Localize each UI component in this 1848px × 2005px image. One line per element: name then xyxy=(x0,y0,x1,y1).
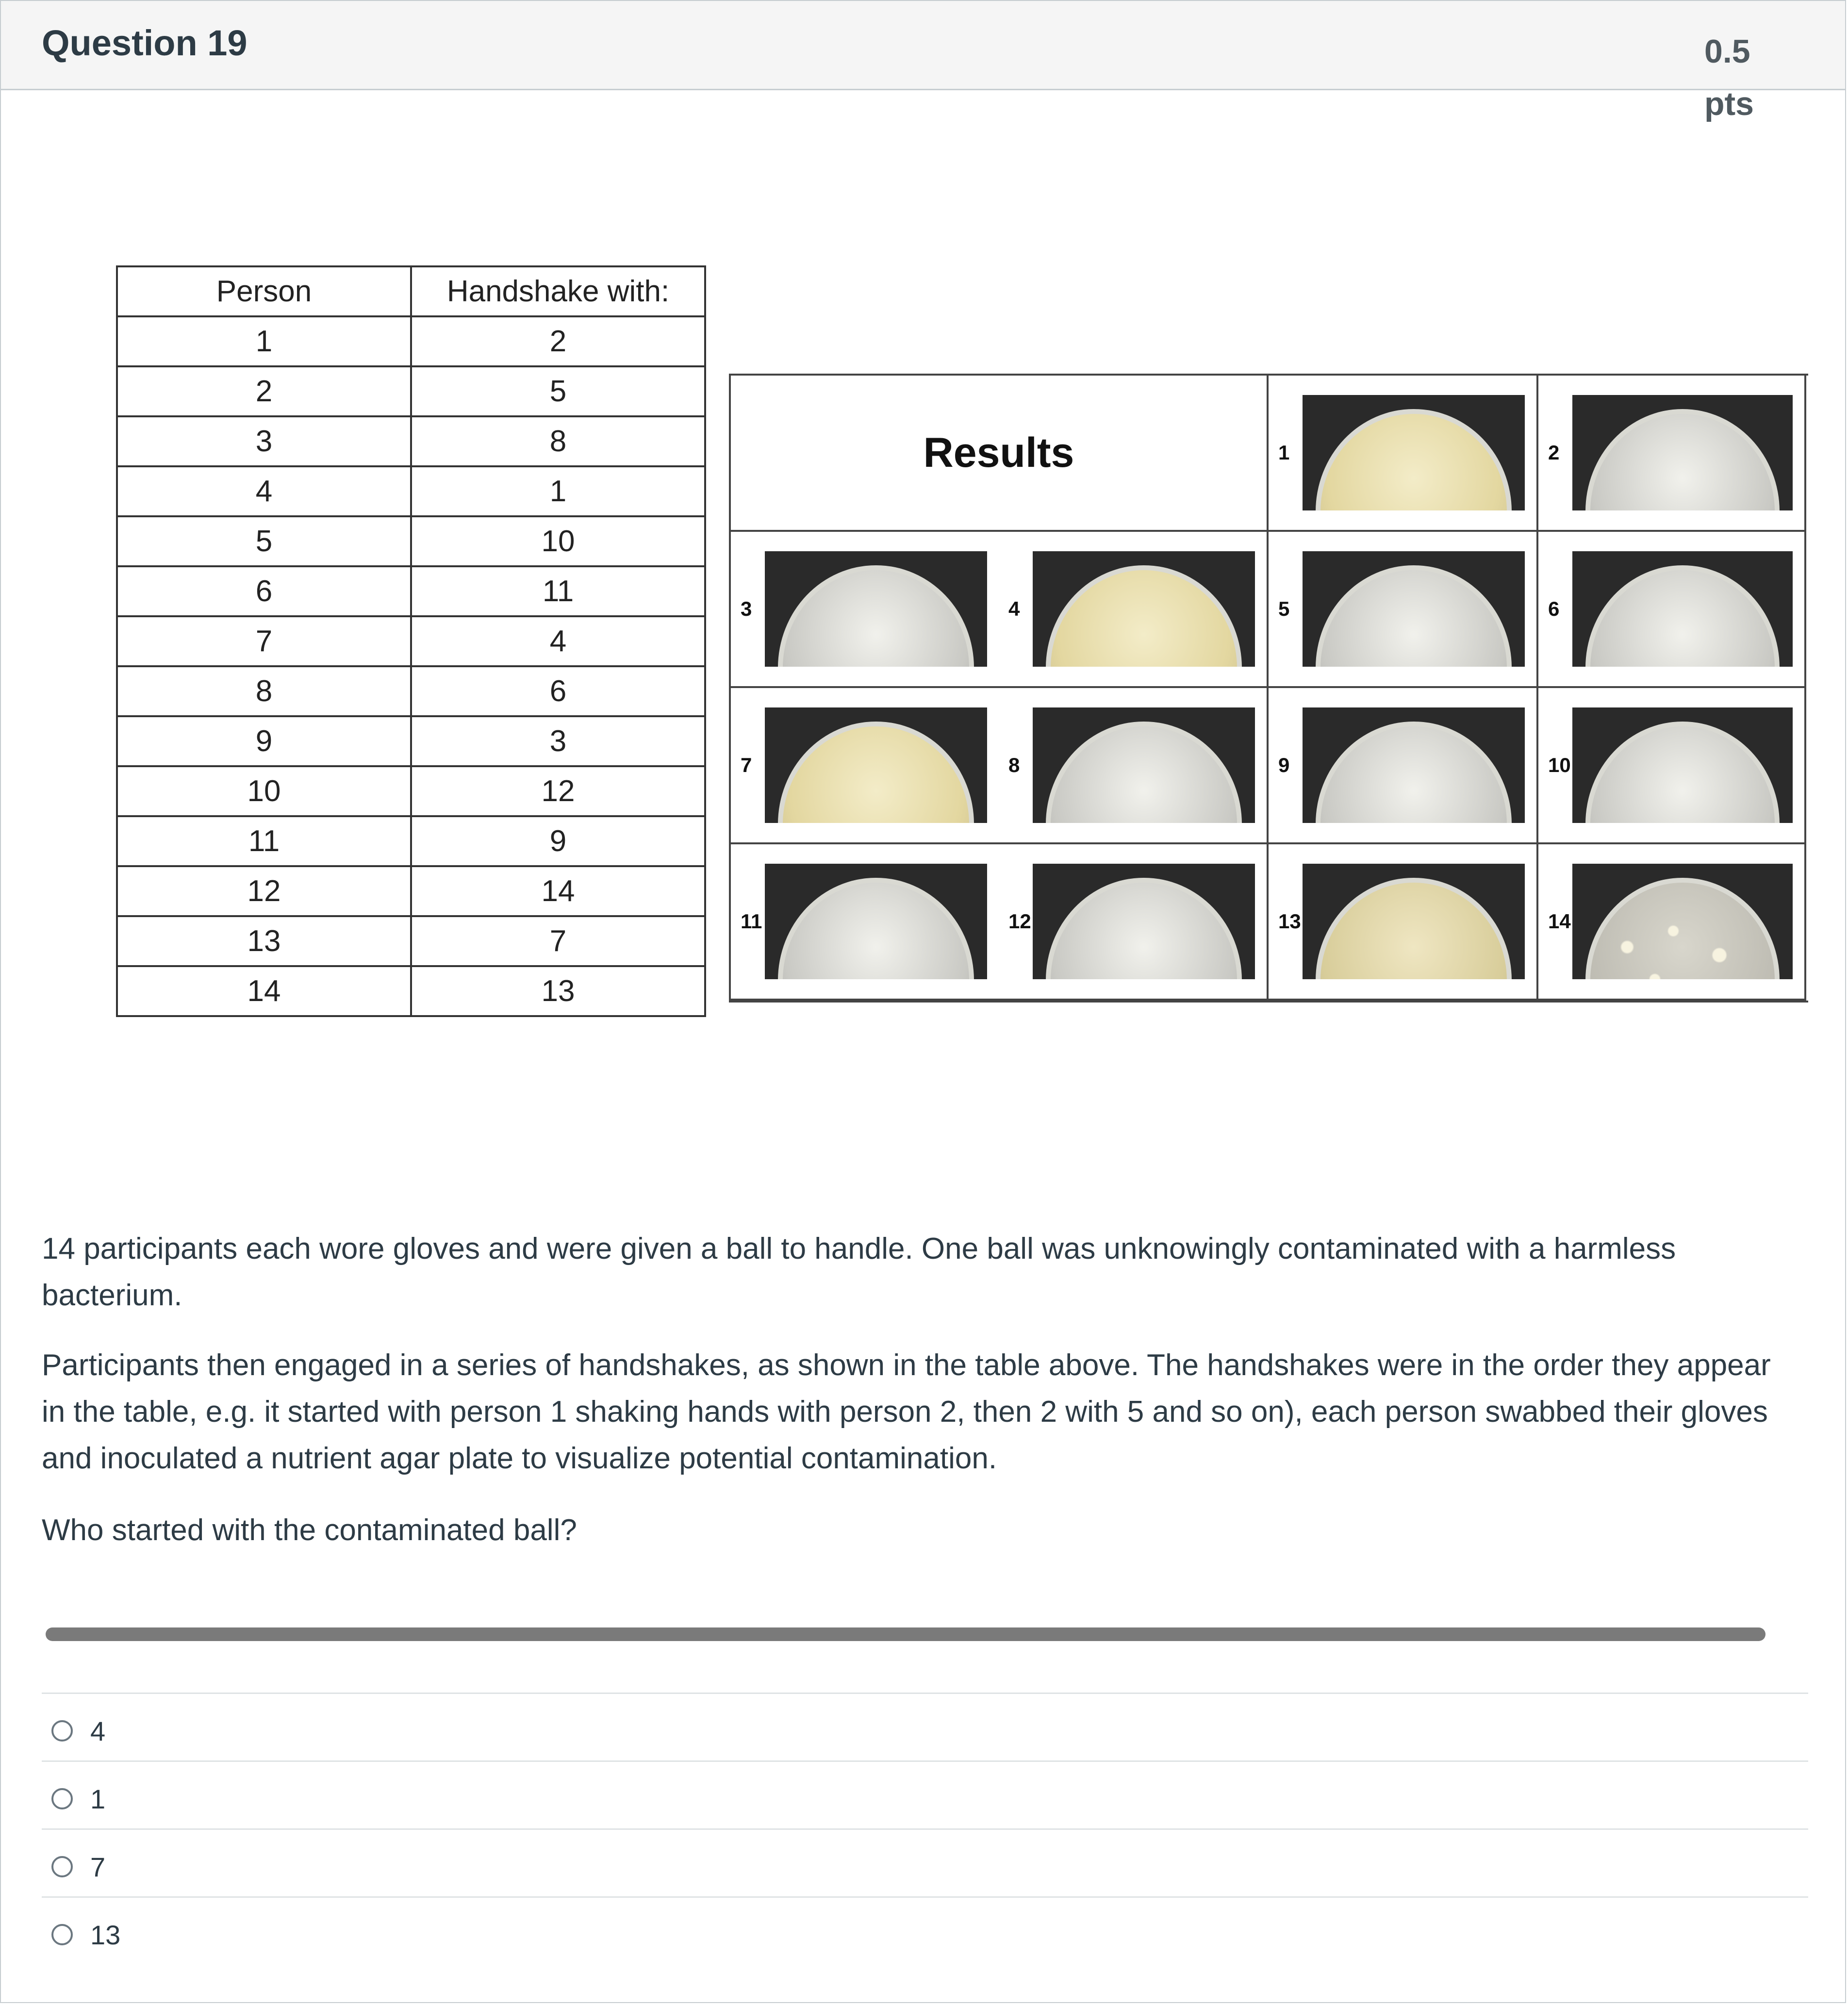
answer-option[interactable] xyxy=(42,1693,1808,1760)
person-cell: 9 xyxy=(117,716,411,766)
plate-cell xyxy=(1269,844,1538,1001)
table-row xyxy=(117,466,705,516)
plate-cell xyxy=(1538,688,1806,844)
person-cell: 8 xyxy=(117,666,411,716)
person-cell: 1 xyxy=(117,316,411,366)
answer-label[interactable]: 13 xyxy=(90,1920,121,1950)
person-cell: 4 xyxy=(117,466,411,516)
answer-list xyxy=(42,1693,1808,1964)
plate-cell xyxy=(999,688,1269,844)
agar-plate-image xyxy=(1033,707,1255,823)
table-row xyxy=(117,416,705,466)
question-paragraph-1: 14 participants each wore gloves and were given a ball to handle. One ball was unknowingly contaminated with a harmless bacterium. xyxy=(42,1232,1676,1312)
radio-button[interactable] xyxy=(51,1788,73,1809)
handshake-cell: 8 xyxy=(411,416,705,466)
points-value: 0.5 xyxy=(1704,33,1750,70)
handshake-cell: 6 xyxy=(411,666,705,716)
plate-cell xyxy=(1269,532,1538,688)
column-header-handshake: Handshake with: xyxy=(411,266,705,316)
plate-label: 9 xyxy=(1278,754,1290,776)
plate-cell xyxy=(1538,844,1806,1001)
petri-dish-icon xyxy=(1585,409,1780,510)
plate-cell xyxy=(731,688,1001,844)
person-cell: 5 xyxy=(117,516,411,566)
question-prompt: Who started with the contaminated ball? xyxy=(42,1513,577,1547)
agar-plate-image xyxy=(1303,395,1525,510)
person-cell: 14 xyxy=(117,966,411,1016)
plate-label: 13 xyxy=(1278,910,1301,933)
person-cell: 10 xyxy=(117,766,411,816)
petri-dish-icon xyxy=(1585,722,1780,823)
handshake-cell: 10 xyxy=(411,516,705,566)
answer-label[interactable]: 7 xyxy=(90,1852,106,1882)
plate-cell xyxy=(999,532,1269,688)
petri-dish-icon xyxy=(1046,565,1241,667)
plate-label: 4 xyxy=(1008,597,1020,620)
agar-plate-image xyxy=(1303,551,1525,667)
plate-label: 1 xyxy=(1278,441,1290,464)
person-cell: 3 xyxy=(117,416,411,466)
question-points xyxy=(1704,25,1782,130)
results-title-cell xyxy=(731,376,1269,532)
table-row xyxy=(117,616,705,666)
answer-option[interactable] xyxy=(42,1760,1808,1828)
petri-dish-icon xyxy=(778,565,974,667)
plate-label: 3 xyxy=(741,597,752,620)
person-cell: 13 xyxy=(117,916,411,966)
petri-dish-icon xyxy=(1316,565,1511,667)
divider-bar xyxy=(46,1627,1766,1641)
plate-cell xyxy=(731,532,1001,688)
table-row xyxy=(117,366,705,416)
petri-dish-icon xyxy=(1316,409,1511,510)
answer-label[interactable]: 1 xyxy=(90,1784,106,1814)
plate-label: 12 xyxy=(1008,910,1031,933)
agar-plate-image xyxy=(1572,707,1793,823)
petri-dish-icon xyxy=(1046,878,1241,979)
plate-label: 5 xyxy=(1278,597,1290,620)
plate-label: 10 xyxy=(1548,754,1571,776)
person-cell: 6 xyxy=(117,566,411,616)
plate-cell xyxy=(1269,688,1538,844)
answer-label[interactable]: 4 xyxy=(90,1716,106,1746)
points-unit: pts xyxy=(1704,85,1754,122)
answer-option[interactable] xyxy=(42,1896,1808,1964)
handshake-cell: 1 xyxy=(411,466,705,516)
results-grid xyxy=(729,374,1808,1002)
petri-dish-icon xyxy=(778,878,974,979)
plate-cell xyxy=(731,844,1001,1001)
table-row xyxy=(117,866,705,916)
table-row xyxy=(117,966,705,1016)
handshake-cell: 7 xyxy=(411,916,705,966)
agar-plate-image xyxy=(1033,551,1255,667)
answer-option[interactable] xyxy=(42,1828,1808,1896)
plate-label: 11 xyxy=(741,910,762,933)
handshake-cell: 4 xyxy=(411,616,705,666)
table-row xyxy=(117,916,705,966)
question-header xyxy=(1,1,1845,122)
agar-plate-image xyxy=(1572,551,1793,667)
radio-button[interactable] xyxy=(51,1856,73,1877)
table-row xyxy=(117,766,705,816)
petri-dish-icon xyxy=(1316,722,1511,823)
handshake-cell: 5 xyxy=(411,366,705,416)
plate-label: 8 xyxy=(1008,754,1020,776)
handshake-cell: 9 xyxy=(411,816,705,866)
agar-plate-image xyxy=(1303,864,1525,979)
petri-dish-icon xyxy=(1585,565,1780,667)
radio-button[interactable] xyxy=(51,1924,73,1945)
handshake-cell: 12 xyxy=(411,766,705,816)
table-row xyxy=(117,516,705,566)
table-row xyxy=(117,566,705,616)
agar-plate-image xyxy=(1033,864,1255,979)
radio-button[interactable] xyxy=(51,1720,73,1742)
petri-dish-icon xyxy=(1046,722,1241,823)
table-row xyxy=(117,716,705,766)
handshake-cell: 3 xyxy=(411,716,705,766)
agar-plate-image xyxy=(1572,395,1793,510)
agar-plate-image xyxy=(765,864,987,979)
agar-plate-image xyxy=(1303,707,1525,823)
plate-cell xyxy=(1538,376,1806,532)
person-cell: 7 xyxy=(117,616,411,666)
plate-label: 6 xyxy=(1548,597,1560,620)
plate-label: 7 xyxy=(741,754,752,776)
question-paragraph-2: Participants then engaged in a series of handshakes, as shown in the table above. The handshakes were in the order they appear in the table, e.g. it started with person 1 shaking hands with person 2, then 2 with 5 and so on), each person swabbed their gloves and inoculated a nutrient agar plate to visualize potential contamination. xyxy=(42,1348,1771,1475)
handshake-cell: 11 xyxy=(411,566,705,616)
table-row xyxy=(117,816,705,866)
petri-dish-icon xyxy=(1316,878,1511,979)
handshake-cell: 14 xyxy=(411,866,705,916)
person-cell: 11 xyxy=(117,816,411,866)
table-header-row xyxy=(117,266,705,316)
handshake-cell: 13 xyxy=(411,966,705,1016)
handshake-table xyxy=(116,265,706,1017)
plate-cell xyxy=(1269,376,1538,532)
agar-plate-image xyxy=(1572,864,1793,979)
plate-cell xyxy=(999,844,1269,1001)
table-row xyxy=(117,316,705,366)
plate-cell xyxy=(1538,532,1806,688)
plate-label: 2 xyxy=(1548,441,1560,464)
plate-label: 14 xyxy=(1548,910,1571,933)
question-title: Question 19 xyxy=(42,23,248,63)
person-cell: 2 xyxy=(117,366,411,416)
agar-plate-image xyxy=(765,551,987,667)
column-header-person: Person xyxy=(117,266,411,316)
results-title: Results xyxy=(923,429,1074,476)
table-row xyxy=(117,666,705,716)
petri-dish-icon xyxy=(1585,878,1780,979)
petri-dish-icon xyxy=(778,722,974,823)
person-cell: 12 xyxy=(117,866,411,916)
agar-plate-image xyxy=(765,707,987,823)
handshake-cell: 2 xyxy=(411,316,705,366)
